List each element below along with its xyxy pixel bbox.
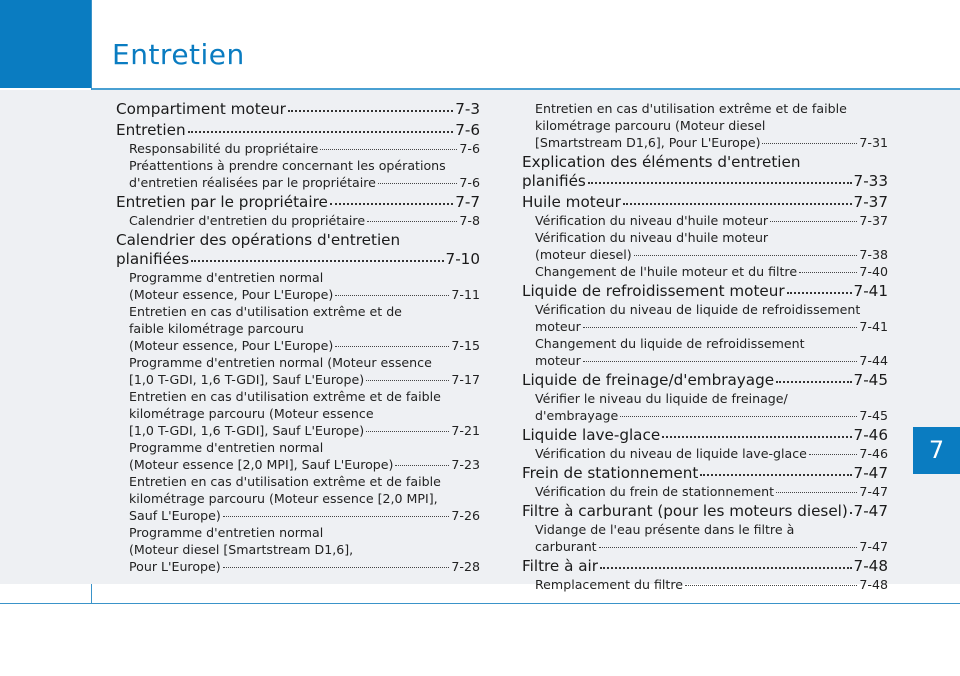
header-color-block (0, 0, 91, 88)
toc-entry-title: Calendrier d'entretien du propriétaire (129, 213, 366, 228)
toc-page-number: 7-41 (853, 282, 888, 300)
dot-leader (366, 380, 449, 381)
toc-page-number: 7-48 (859, 577, 888, 592)
toc-page-number: 7-47 (859, 484, 888, 499)
dot-leader (395, 465, 449, 466)
toc-entry[interactable] (116, 100, 480, 119)
toc-page-number: 7-6 (459, 141, 480, 156)
dot-leader (188, 131, 454, 133)
toc-entry-title: Vérification du frein de stationnement (535, 484, 775, 499)
toc-subentry[interactable] (522, 318, 888, 335)
toc-subentry[interactable] (116, 507, 480, 524)
dot-leader (700, 474, 851, 476)
toc-entry-title: carburant (535, 539, 597, 554)
toc-subentry-title-line: Entretien en cas d'utilisation extrême et de faible (535, 101, 847, 116)
toc-subentry[interactable] (522, 538, 888, 555)
toc-entry[interactable] (522, 557, 888, 576)
toc-subentry[interactable] (522, 576, 888, 593)
toc-subentry-title-line: Vérification du niveau d'huile moteur (535, 230, 769, 245)
dot-leader (191, 260, 443, 262)
toc-page-number: 7-6 (455, 121, 480, 139)
toc-subentry[interactable] (522, 407, 888, 424)
toc-page-number: 7-11 (451, 287, 480, 302)
toc-page-number: 7-10 (445, 250, 480, 268)
dot-leader (850, 512, 852, 514)
toc-subentry-title-line: kilométrage parcouru (Moteur essence [2,0 MPI], (129, 491, 438, 506)
toc-subentry[interactable] (116, 286, 480, 303)
toc-page-number: 7-23 (451, 457, 480, 472)
toc-subentry[interactable] (116, 140, 480, 157)
toc-entry-title: (Moteur essence, Pour L'Europe) (129, 338, 334, 353)
toc-entry[interactable] (116, 121, 480, 140)
toc-entry[interactable] (116, 193, 480, 212)
toc-subentry-title-line: Programme d'entretien normal (129, 525, 324, 540)
toc-subentry-title-line: Vidange de l'eau présente dans le filtre à (535, 522, 795, 537)
toc-page-number: 7-6 (459, 175, 480, 190)
toc-entry[interactable] (116, 250, 480, 269)
page-title: Entretien (112, 38, 245, 71)
toc-entry-title: Compartiment moteur (116, 100, 286, 118)
dot-leader (600, 567, 852, 569)
toc-entry-title: Sauf L'Europe) (129, 508, 221, 523)
toc-entry-title: (Moteur essence, Pour L'Europe) (129, 287, 334, 302)
toc-page-number: 7-37 (853, 193, 888, 211)
toc-entry-title: [1,0 T-GDI, 1,6 T-GDI], Sauf L'Europe) (129, 423, 365, 438)
toc-entry-title: Vérification du niveau d'huile moteur (535, 213, 769, 228)
dot-leader (223, 567, 450, 568)
toc-entry[interactable] (522, 502, 888, 521)
toc-subentry[interactable] (116, 371, 480, 388)
dot-leader (762, 143, 857, 144)
dot-leader (223, 516, 450, 517)
dot-leader (662, 436, 851, 438)
toc-entry-title: moteur (535, 353, 581, 368)
toc-entry-title: (moteur diesel) (535, 247, 632, 262)
dot-leader (776, 492, 857, 493)
dot-leader (378, 183, 458, 184)
toc-subentry[interactable] (116, 337, 480, 354)
dot-leader (787, 292, 852, 294)
toc-subentry-title-line: (Moteur diesel [Smartstream D1,6], (129, 542, 354, 557)
toc-subentry[interactable] (116, 456, 480, 473)
toc-subentry-title-line: kilométrage parcouru (Moteur essence (129, 406, 374, 421)
toc-page-number: 7-31 (859, 135, 888, 150)
toc-subentry-title-line: faible kilométrage parcouru (129, 321, 304, 336)
toc-entry-title: Liquide de refroidissement moteur (522, 282, 785, 300)
chapter-tab[interactable]: 7 (913, 427, 960, 474)
toc-page-number: 7-7 (455, 193, 480, 211)
toc-entry-title-line: Calendrier des opérations d'entretien (116, 231, 401, 249)
title-underline (92, 88, 960, 90)
toc-page-number: 7-3 (455, 100, 480, 118)
dot-leader (776, 381, 851, 383)
toc-entry-title: Vérification du niveau de liquide lave-glace (535, 446, 807, 461)
toc-page-number: 7-47 (853, 502, 888, 520)
dot-leader (335, 346, 449, 347)
toc-page-number: 7-46 (853, 426, 888, 444)
toc-subentry[interactable] (522, 212, 888, 229)
toc-subentry-title-line: Entretien en cas d'utilisation extrême et de faible (129, 389, 441, 404)
toc-entry[interactable] (522, 426, 888, 445)
toc-page-number: 7-47 (859, 539, 888, 554)
toc-entry-title: Liquide lave-glace (522, 426, 661, 444)
toc-entry-title: Huile moteur (522, 193, 621, 211)
dot-leader (770, 221, 857, 222)
toc-entry-title: Frein de stationnement (522, 464, 699, 482)
toc-page-number: 7-40 (859, 264, 888, 279)
toc-subentry[interactable] (522, 445, 888, 462)
toc-subentry[interactable] (116, 558, 480, 575)
toc-subentry[interactable] (116, 422, 480, 439)
toc-entry-title-line: Explication des éléments d'entretien (522, 153, 801, 171)
toc-subentry-title-line: Changement du liquide de refroidissement (535, 336, 805, 351)
dot-leader (583, 327, 858, 328)
toc-entry[interactable] (522, 371, 888, 390)
toc-entry-title: Changement de l'huile moteur et du filtre (535, 264, 798, 279)
toc-subentry[interactable] (522, 134, 888, 151)
toc-subentry[interactable] (522, 263, 888, 280)
toc-subentry-title-line: Vérifier le niveau du liquide de freinage/ (535, 391, 788, 406)
toc-page-number: 7-45 (853, 371, 888, 389)
toc-page-number: 7-21 (451, 423, 480, 438)
toc-subentry-title-line: Préattentions à prendre concernant les opérations (129, 158, 446, 173)
toc-entry-title: Responsabilité du propriétaire (129, 141, 319, 156)
dot-leader (599, 547, 858, 548)
dot-leader (623, 203, 852, 205)
toc-subentry-title-line: Entretien en cas d'utilisation extrême et de (129, 304, 402, 319)
toc-page-number: 7-45 (859, 408, 888, 423)
dot-leader (583, 361, 858, 362)
toc-entry-title: Entretien par le propriétaire (116, 193, 328, 211)
dot-leader (330, 203, 453, 205)
toc-page-number: 7-8 (459, 213, 480, 228)
dot-leader (620, 416, 857, 417)
toc-page-number: 7-38 (859, 247, 888, 262)
toc-entry-title: d'embrayage (535, 408, 619, 423)
toc-page-number: 7-37 (859, 213, 888, 228)
toc-entry-title: Pour L'Europe) (129, 559, 221, 574)
toc-entry-title: [Smartstream D1,6], Pour L'Europe) (535, 135, 761, 150)
toc-subentry[interactable] (522, 352, 888, 369)
toc-subentry-title-line: Programme d'entretien normal (129, 440, 324, 455)
dot-leader (320, 149, 457, 150)
toc-page-number: 7-48 (853, 557, 888, 575)
toc-page-number: 7-46 (859, 446, 888, 461)
toc-subentry-title-line: Entretien en cas d'utilisation extrême et de faible (129, 474, 441, 489)
toc-entry-title: planifiées (116, 250, 190, 268)
toc-subentry-title-line: Programme d'entretien normal (Moteur essence (129, 355, 432, 370)
bottom-rule (0, 603, 960, 604)
toc-left-column (116, 100, 480, 575)
toc-entry-title: planifiés (522, 172, 586, 190)
toc-page-number: 7-15 (451, 338, 480, 353)
dot-leader (588, 182, 852, 184)
toc-entry[interactable] (522, 172, 888, 191)
toc-page-number: 7-17 (451, 372, 480, 387)
toc-entry-title: Entretien (116, 121, 186, 139)
toc-page-number: 7-28 (451, 559, 480, 574)
toc-entry-title: d'entretien réalisées par le propriétaire (129, 175, 376, 190)
toc-subentry[interactable] (116, 212, 480, 229)
toc-entry-title: Liquide de freinage/d'embrayage (522, 371, 775, 389)
toc-page-number: 7-47 (853, 464, 888, 482)
toc-entry[interactable] (522, 193, 888, 212)
toc-subentry-title-line: Programme d'entretien normal (129, 270, 324, 285)
toc-entry-title: Filtre à air (522, 557, 599, 575)
toc-page-number: 7-44 (859, 353, 888, 368)
dot-leader (288, 110, 453, 112)
toc-right-column (522, 100, 888, 593)
toc-subentry[interactable] (522, 483, 888, 500)
dot-leader (335, 295, 449, 296)
toc-subentry[interactable] (116, 174, 480, 191)
toc-subentry-title-line: kilométrage parcouru (Moteur diesel (535, 118, 766, 133)
dot-leader (634, 255, 858, 256)
toc-subentry[interactable] (522, 246, 888, 263)
dot-leader (799, 272, 857, 273)
toc-subentry-title-line: Vérification du niveau de liquide de refroidissement (535, 302, 861, 317)
toc-entry[interactable] (522, 464, 888, 483)
toc-page-number: 7-41 (859, 319, 888, 334)
dot-leader (685, 585, 857, 586)
toc-entry-title: Filtre à carburant (pour les moteurs diesel) (522, 502, 848, 520)
toc-entry-title: [1,0 T-GDI, 1,6 T-GDI], Sauf L'Europe) (129, 372, 365, 387)
toc-entry[interactable] (522, 282, 888, 301)
toc-entry-title: moteur (535, 319, 581, 334)
dot-leader (367, 221, 457, 222)
toc-entry-title: (Moteur essence [2,0 MPI], Sauf L'Europe) (129, 457, 394, 472)
toc-page-number: 7-26 (451, 508, 480, 523)
dot-leader (366, 431, 449, 432)
dot-leader (809, 454, 857, 455)
toc-page-number: 7-33 (853, 172, 888, 190)
toc-entry-title: Remplacement du filtre (535, 577, 684, 592)
